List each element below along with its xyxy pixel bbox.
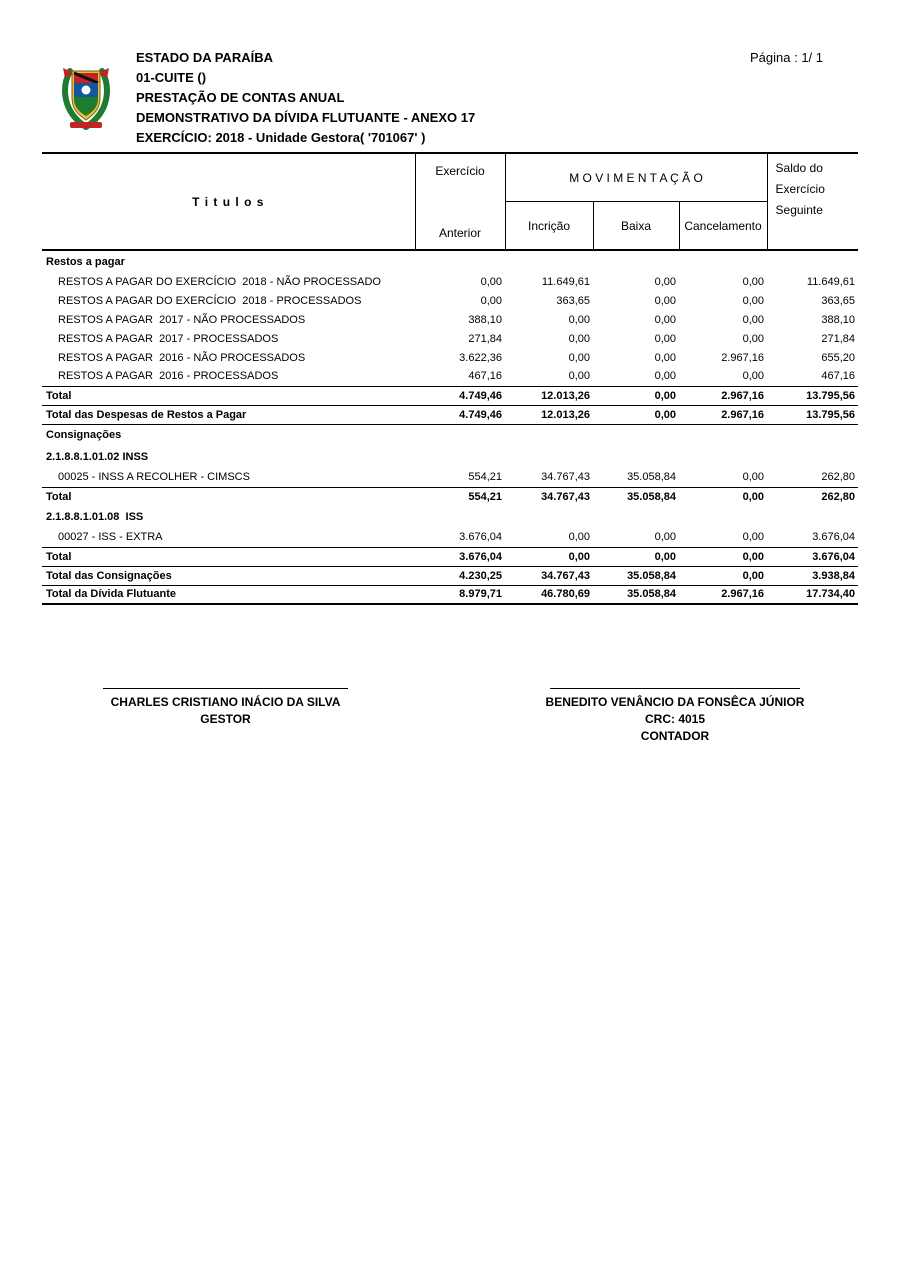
row-value: 0,00 [593,386,679,405]
row-value: 46.780,69 [505,585,593,604]
row-value: 0,00 [505,547,593,566]
row-value: 2.967,16 [679,386,767,405]
row-label: RESTOS A PAGAR 2017 - NÃO PROCESSADOS [58,313,306,326]
row-value [767,446,858,468]
row-value: 0,00 [742,332,765,345]
table-row [42,405,858,424]
row-value: 0,00 [742,471,765,484]
col-header-exercicio-line1: Exercício [435,164,485,178]
row-value: 363,65 [821,294,856,307]
row-value: 35.058,84 [627,471,676,484]
row-label: RESTOS A PAGAR 2016 - PROCESSADOS [58,370,279,383]
table-row [42,506,858,528]
row-value: 0,00 [568,531,590,544]
row-value [593,424,679,446]
row-value: 554,21 [415,487,505,506]
row-value [415,506,505,528]
row-value [415,446,505,468]
row-label: 2.1.8.8.1.01.02 INSS [46,451,149,463]
signature-crc: CRC: 4015 [644,712,706,726]
row-value: 13.795,56 [767,386,858,405]
table-header [42,153,858,250]
table-row [42,272,858,291]
row-value: 0,00 [742,294,765,307]
row-value: 0,00 [654,294,676,307]
divida-flutuante-table [42,152,858,605]
row-value: 655,20 [821,351,856,364]
table-row [42,446,858,468]
table-row [42,250,858,272]
row-value: 3.676,04 [767,547,858,566]
row-value: 3.676,04 [415,547,505,566]
signature-block-contador [535,688,815,745]
row-value: 0,00 [568,351,590,364]
row-value [767,424,858,446]
row-value: 35.058,84 [593,585,679,604]
signature-line [103,688,348,689]
table-row [42,310,858,329]
row-value: 0,00 [679,566,767,585]
row-value [505,446,593,468]
row-label: 00025 - INSS A RECOLHER - CIMSCS [58,471,250,484]
row-value: 271,84 [468,332,502,345]
table-row [42,329,858,348]
signature-line [550,688,800,689]
header-report-title-2: DEMONSTRATIVO DA DÍVIDA FLUTUANTE - ANEXO 17 [136,110,476,125]
row-value [679,250,767,272]
signature-name: CHARLES CRISTIANO INÁCIO DA SILVA [110,695,341,709]
table-row [42,566,858,585]
row-value: 0,00 [593,547,679,566]
row-value: 271,84 [821,332,856,345]
table-row [42,424,858,446]
row-label: Total das Despesas de Restos a Pagar [42,405,415,424]
table-body [42,250,858,604]
header-report-title-3: EXERCÍCIO: 2018 - Unidade Gestora( '701067' ) [136,130,426,145]
col-header-saldo-line3: Seguinte [775,203,823,217]
row-value: 34.767,43 [505,487,593,506]
row-label: Total [42,487,415,506]
row-value: 0,00 [654,351,676,364]
row-value: 0,00 [679,547,767,566]
row-value: 12.013,26 [505,386,593,405]
row-value [767,250,858,272]
row-label: Restos a pagar [46,255,125,268]
table-row [42,528,858,547]
signature-block-gestor [103,688,348,728]
row-value [679,424,767,446]
row-value: 4.749,46 [415,405,505,424]
row-value: 363,65 [556,294,590,307]
row-value [505,250,593,272]
row-value: 4.230,25 [415,566,505,585]
row-value: 0,00 [568,332,590,345]
row-value [767,506,858,528]
row-value: 0,00 [654,370,676,383]
row-value: 35.058,84 [593,566,679,585]
row-value: 467,16 [468,370,502,383]
paraiba-coat-of-arms-icon [58,66,114,130]
row-value: 35.058,84 [593,487,679,506]
row-label: RESTOS A PAGAR 2016 - NÃO PROCESSADOS [58,351,306,364]
row-value: 0,00 [593,405,679,424]
table-row [42,348,858,367]
col-header-saldo-line1: Saldo do [775,161,823,175]
table-row [42,487,858,506]
col-header-saldo [767,153,858,250]
row-value [679,506,767,528]
row-label: 00027 - ISS - EXTRA [58,531,163,544]
col-header-exercicio-anterior [415,153,505,250]
row-value: 2.967,16 [679,405,767,424]
row-value: 0,00 [654,313,676,326]
row-value: 262,80 [821,471,856,484]
table-row [42,386,858,405]
table-row [42,291,858,310]
row-label: Consignações [46,429,122,442]
row-value [593,506,679,528]
row-value: 3.938,84 [767,566,858,585]
header-org: ESTADO DA PARAÍBA [136,50,273,65]
row-label: 2.1.8.8.1.01.08 ISS [46,511,144,523]
row-value: 2.967,16 [721,351,765,364]
row-label: Total [42,386,415,405]
row-value: 0,00 [654,332,676,345]
row-value [593,250,679,272]
row-value: 0,00 [654,275,676,288]
row-value: 388,10 [821,313,856,326]
row-value: 17.734,40 [767,585,858,604]
row-value: 3.676,04 [812,531,856,544]
row-value: 0,00 [742,370,765,383]
signature-name: BENEDITO VENÂNCIO DA FONSÊCA JÚNIOR [545,695,805,709]
row-value: 0,00 [654,531,676,544]
col-header-cancelamento: Cancelamento [679,202,767,251]
row-value: 0,00 [742,313,765,326]
row-label: Total da Dívida Flutuante [42,585,415,604]
report-header [136,48,475,148]
col-header-movimentacao: M O V I M E N T A Ç Ã O [505,153,767,202]
row-value: 3.622,36 [459,351,502,364]
row-value [415,250,505,272]
row-value: 467,16 [821,370,856,383]
col-header-exercicio-line2: Anterior [438,226,482,240]
row-value: 13.795,56 [767,405,858,424]
row-value: 8.979,71 [415,585,505,604]
row-value [593,446,679,468]
row-value: 0,00 [568,313,590,326]
row-value: 2.967,16 [679,585,767,604]
row-label: Total das Consignações [42,566,415,585]
row-value: 34.767,43 [541,471,590,484]
row-value [679,446,767,468]
signature-role: GESTOR [200,712,251,726]
row-value: 388,10 [468,313,502,326]
table-row [42,367,858,386]
row-value: 4.749,46 [415,386,505,405]
row-value: 12.013,26 [505,405,593,424]
page-number: Página : 1/ 1 [750,50,823,65]
row-value: 11.649,61 [806,275,856,288]
row-value: 34.767,43 [505,566,593,585]
row-value [505,506,593,528]
row-value [415,424,505,446]
header-report-title-1: PRESTAÇÃO DE CONTAS ANUAL [136,90,345,105]
row-value: 3.676,04 [459,531,502,544]
row-value: 0,00 [679,487,767,506]
col-header-baixa: Baixa [593,202,679,251]
row-value: 0,00 [742,275,765,288]
row-value: 0,00 [568,370,590,383]
signature-role: CONTADOR [640,729,710,743]
row-label: Total [42,547,415,566]
row-label: RESTOS A PAGAR DO EXERCÍCIO 2018 - NÃO PROCESSADO [58,275,381,288]
row-value: 0,00 [480,275,502,288]
table-row [42,468,858,487]
row-label: RESTOS A PAGAR DO EXERCÍCIO 2018 - PROCESSADOS [58,294,362,307]
row-value [505,424,593,446]
table-row [42,585,858,604]
row-label: RESTOS A PAGAR 2017 - PROCESSADOS [58,332,279,345]
row-value: 0,00 [480,294,502,307]
col-header-saldo-line2: Exercício [775,182,825,196]
table-row [42,547,858,566]
row-value: 262,80 [767,487,858,506]
row-value: 11.649,61 [541,275,590,288]
col-header-inscricao: Incrição [505,202,593,251]
row-value: 0,00 [742,531,765,544]
coat-of-arms-graphic [58,66,114,130]
col-header-titulos: T i t u l o s [42,153,415,250]
header-entity: 01-CUITE () [136,70,207,85]
row-value: 554,21 [468,471,502,484]
